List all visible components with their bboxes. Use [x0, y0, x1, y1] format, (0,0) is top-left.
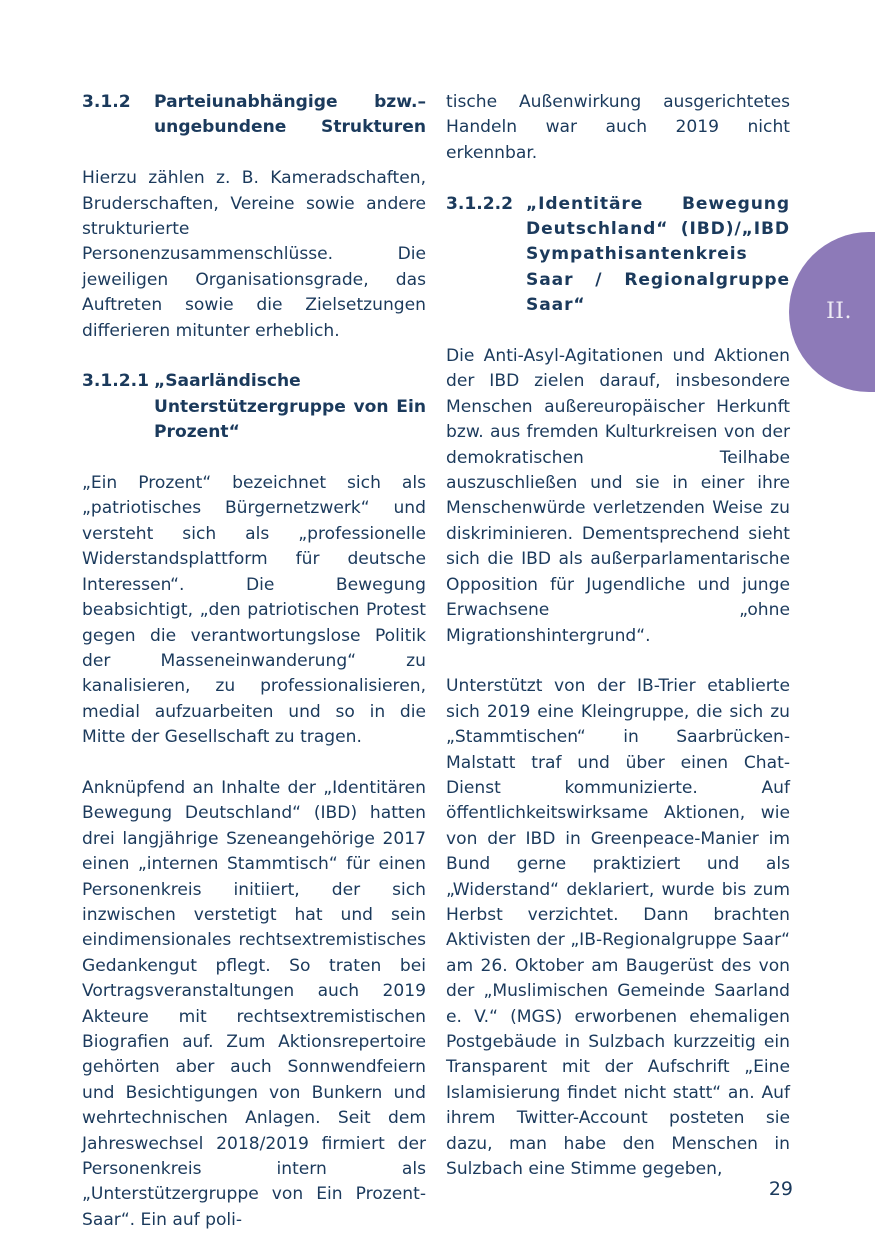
paragraph-left-2: „Ein Prozent“ bezeichnet sich als „patriotisches Bürgernetzwerk“ und versteht sich als „professionelle Widerstandsplattform für deutsche Interessen“. Die Bewegung beabsichtigt, „den patriotischen Protest gegen die verantwortungslose Politik der Masseneinwanderung“ zu kanalisieren, zu professionalisieren, medial aufzuarbeiten und so in die Mitte der Gesellschaft zu tragen.	[82, 473, 426, 748]
heading-3-1-2-1-text: „Saarländische Unterstützergruppe von Ein Prozent“	[154, 371, 426, 443]
page-number: 29	[768, 1178, 793, 1200]
heading-3-1-2	[82, 90, 426, 166]
heading-3-1-2-text: Parteiunabhängige bzw.– ungebundene Strukturen	[154, 92, 426, 138]
heading-3-1-2-1	[82, 369, 426, 471]
paragraph-right-1-continued: tische Außenwirkung ausgerichtetes Handeln war auch 2019 nicht erkennbar.	[446, 92, 790, 163]
heading-3-1-2-2-text: „Identitäre Bewegung Deutschland“ (IBD)/„IBD Sympathisantenkreis Saar / Regionalgruppe Saar“	[526, 193, 790, 316]
chapter-thumb-tab	[789, 232, 875, 392]
heading-3-1-2-number: 3.1.2	[82, 92, 131, 112]
heading-3-1-2-2-number: 3.1.2.2	[446, 193, 514, 214]
paragraph-left-1: Hierzu zählen z. B. Kameradschaften, Bruderschaften, Vereine sowie andere strukturierte Personenzusammenschlüsse. Die jeweiligen Organisationsgrade, das Auftreten sowie die Zielsetzungen differieren mitunter erheblich.	[82, 168, 426, 341]
paragraph-left-3: Anknüpfend an Inhalte der „Identitären Bewegung Deutschland“ (IBD) hatten drei langjährige Szeneangehörige 2017 einen „internen Stammtisch“ für einen Personenkreis initiiert, der sich inzwischen verstetigt hat und sein eindimensionales rechtsextremistisches Gedankengut pflegt. So traten bei Vortragsveranstaltungen auch 2019 Akteure mit rechtsextremistischen Biografien auf. Zum Aktionsrepertoire gehörten aber auch Sonnwendfeiern und Besichtigungen von Bunkern und wehrtechnischen Anlagen. Seit dem Jahreswechsel 2018/2019 firmiert der Personenkreis intern als „Unterstützergruppe von Ein Prozent-Saar“. Ein auf poli-	[82, 777, 426, 1230]
heading-3-1-2-1-number: 3.1.2.1	[82, 371, 150, 392]
right-column	[446, 90, 790, 1233]
paragraph-right-3: Unterstützt von der IB-Trier etablierte sich 2019 eine Kleingruppe, die sich zu „Stammtischen“ in Saarbrücken-Malstatt traf und über einen Chat-Dienst kommunizierte. Auf öffentlichkeitswirksame Aktionen, wie von der IBD in Greenpeace-Manier im Bund gerne praktiziert und als „Widerstand“ deklariert, wurde bis zum Herbst verzichtet. Dann brachten Aktivisten der „IB-Regionalgruppe Saar“ am 26. Oktober am Baugerüst des von der „Muslimischen Gemeinde Saarland e. V.“ (MGS) erworbenen ehemaligen Postgebäude in Sulzbach kurzzeitig ein Transparent mit der Aufschrift „Eine Islamisierung findet nicht statt“ an. Auf ihrem Twitter-Account posteten sie dazu, man habe den Menschen in Sulzbach eine Stimme gegeben,	[446, 676, 790, 1180]
text-columns	[82, 90, 790, 1233]
chapter-tab-label: II.	[826, 299, 852, 324]
heading-3-1-2-2	[446, 192, 790, 344]
paragraph-right-2: Die Anti-Asyl-Agitationen und Aktionen der IBD zielen darauf, insbesondere Menschen außereuropäischer Herkunft bzw. aus fremden Kulturkreisen von der demokratischen Teilhabe auszuschließen und sie in einer ihre Menschenwürde verletzenden Weise zu diskriminieren. Dementsprechend sieht sich die IBD als außerparlamentarische Opposition für Jugendliche und junge Erwachsene „ohne Migrationshintergrund“.	[446, 346, 790, 646]
left-column	[82, 90, 426, 1233]
